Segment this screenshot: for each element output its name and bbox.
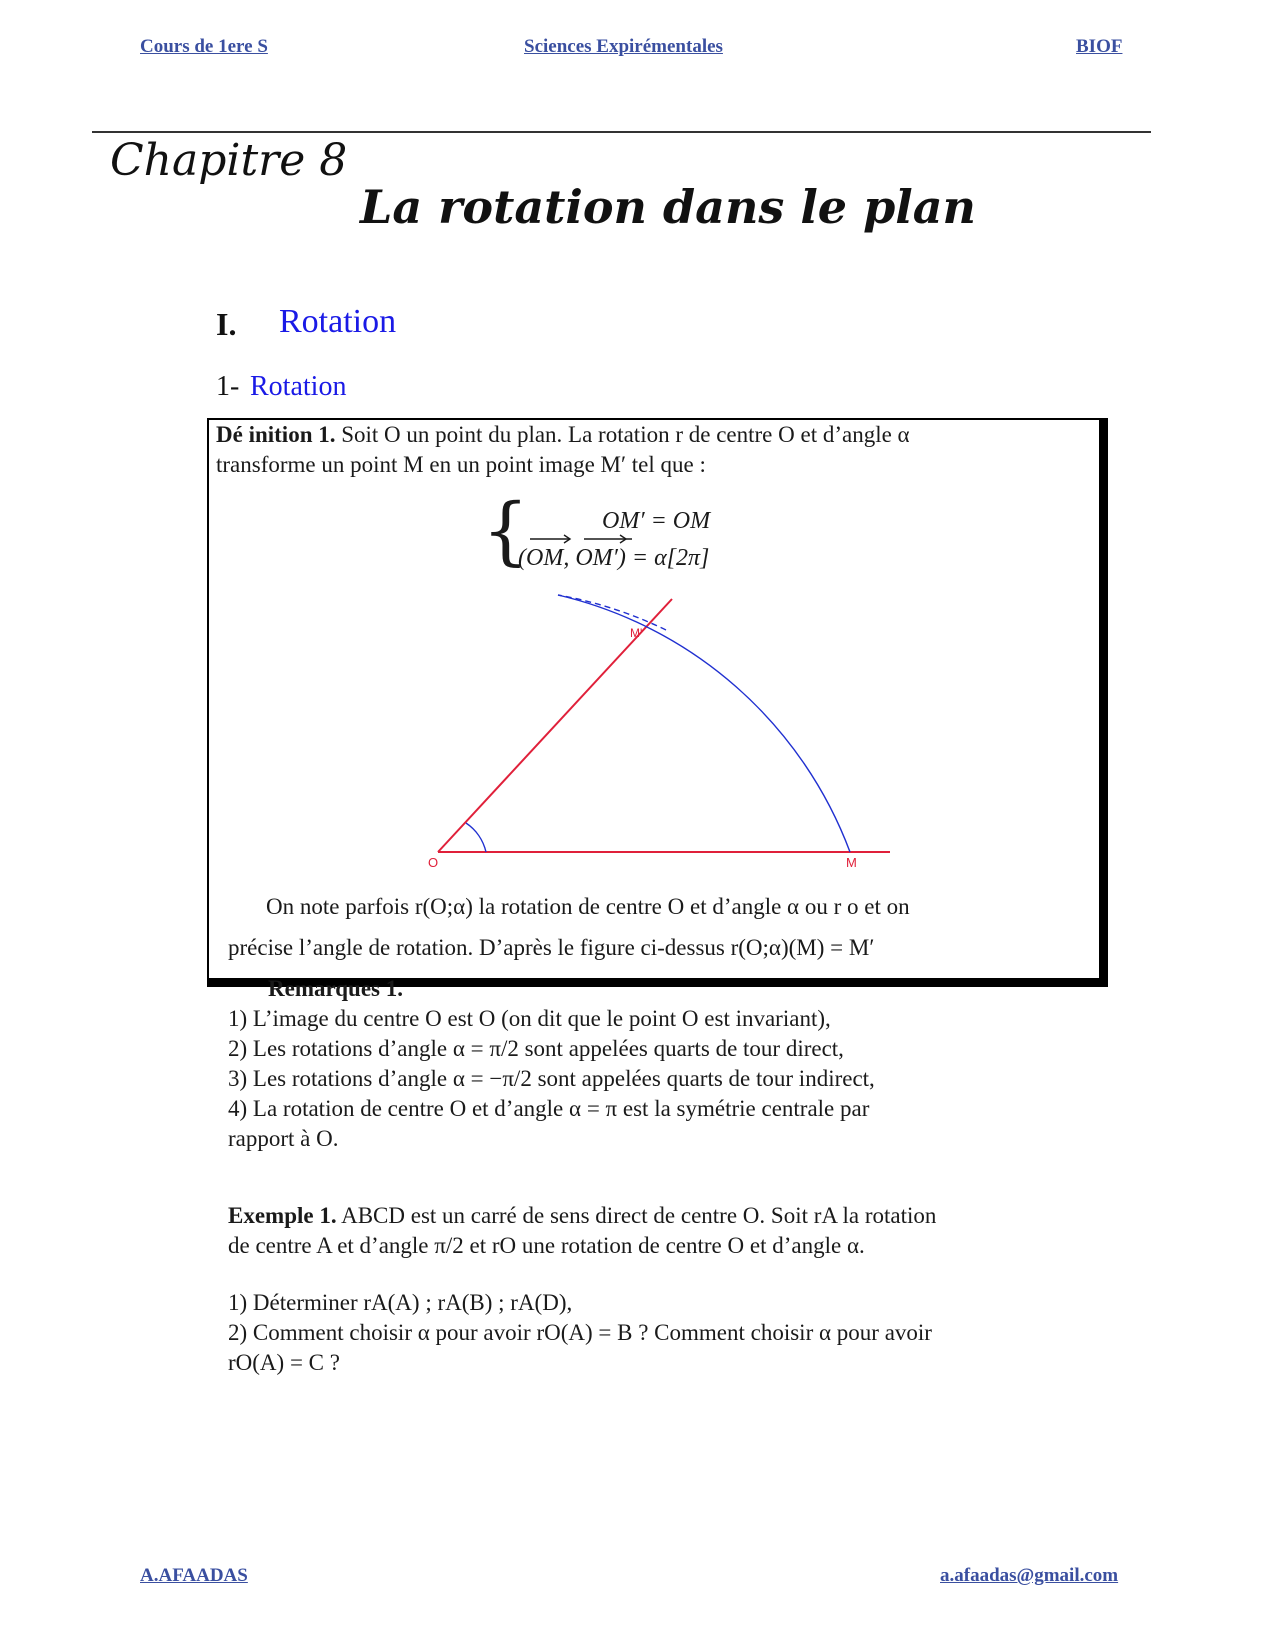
remark-item-3: 3) Les rotations d’angle α = −π/2 sont appelées quarts de tour indirect,: [228, 1066, 875, 1091]
footer-author: A.AFAADAS: [140, 1565, 248, 1586]
subsection-number: 1-: [216, 371, 240, 402]
footer-email-link[interactable]: a.afaadas@gmail.com: [940, 1565, 1119, 1586]
chapter-label: Chapitre 8: [110, 135, 348, 186]
example-text-2: de centre A et d’angle π/2 et rO une rotation de centre O et d’angle α.: [228, 1233, 865, 1258]
header-center: Sciences Expirémentales: [524, 36, 723, 57]
remark-item-2: 2) Les rotations d’angle α = π/2 sont appelées quarts de tour direct,: [228, 1036, 844, 1061]
remark-item-5: rapport à O.: [228, 1126, 339, 1151]
definition-line-1: [216, 422, 910, 448]
vector-arrows: [528, 531, 628, 545]
label-m: M: [846, 855, 857, 870]
definition-text-1: Soit O un point du plan. La rotation r de centre O et d’angle α: [335, 422, 910, 447]
rotation-figure: [430, 595, 900, 885]
header-left: Cours de 1ere S: [140, 36, 268, 57]
example-question-3: rO(A) = C ?: [228, 1350, 340, 1375]
example-label: Exemple 1.: [228, 1203, 337, 1228]
definition-note-2: précise l’angle de rotation. D’après le figure ci-dessus r(O;α)(M) = M′: [228, 935, 875, 960]
header-rule: [92, 131, 1151, 133]
label-o: O: [428, 855, 439, 870]
subsection-title: Rotation: [250, 371, 347, 402]
example-line-1: [228, 1203, 936, 1229]
rotation-arc: [558, 595, 850, 852]
header-right: BIOF: [1076, 36, 1123, 57]
definition-note-1: On note parfois r(O;α) la rotation de centre O et d’angle α ou r o et on: [266, 894, 910, 919]
rotation-arc-dashed: [558, 595, 666, 630]
angle-marker: [466, 823, 486, 852]
chapter-title: La rotation dans le plan: [360, 180, 976, 234]
section-title: Rotation: [279, 303, 397, 340]
remark-item-4: 4) La rotation de centre O et d’angle α = π est la symétrie centrale par: [228, 1096, 870, 1121]
definition-label: Dé inition 1.: [216, 422, 336, 447]
system-brace: {: [482, 488, 530, 574]
section-number: I.: [216, 306, 237, 342]
equation-2: (OM, OM′) = α[2π]: [518, 545, 710, 571]
remarks-label: Remarques 1.: [268, 976, 404, 1001]
label-m-prime: M': [630, 626, 643, 640]
equation-1: OM′ = OM: [602, 508, 711, 534]
example-question-1: 1) Déterminer rA(A) ; rA(B) ; rA(D),: [228, 1290, 573, 1315]
remark-item-1: 1) L’image du centre O est O (on dit que le point O est invariant),: [228, 1006, 831, 1031]
definition-text-2: transforme un point M en un point image M′ tel que :: [216, 452, 706, 477]
example-question-2: 2) Comment choisir α pour avoir rO(A) = B ? Comment choisir α pour avoir: [228, 1320, 932, 1345]
example-text-1: ABCD est un carré de sens direct de centre O. Soit rA la rotation: [336, 1203, 937, 1228]
